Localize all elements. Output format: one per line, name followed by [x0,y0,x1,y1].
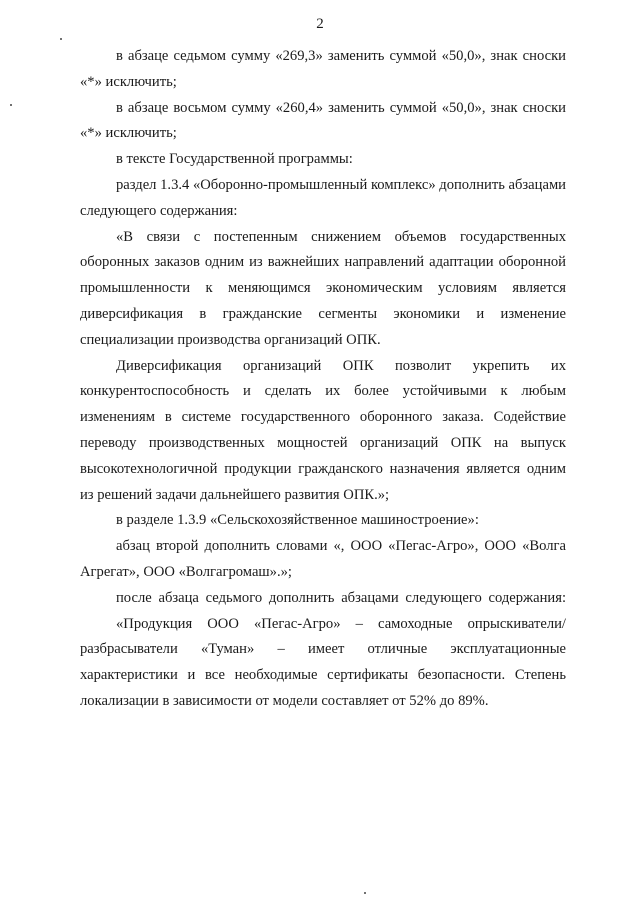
paragraph-program-text: в тексте Государственной программы: [116,151,353,168]
paragraph-footnote-7: в абзаце седьмом сумму «269,3» заменить суммой «50,0», знак сноски «*» исключить; [80,48,566,90]
document-body [80,44,566,715]
scan-speck [10,104,12,106]
page-number: 2 [316,16,324,32]
paragraph-footnote-8: в абзаце восьмом сумму «260,4» заменить суммой «50,0», знак сноски «*» исключить; [80,99,566,142]
scan-speck [364,892,366,894]
scan-speck [60,38,62,40]
paragraph-section-134: раздел 1.3.4 «Оборонно-промышленный комплекс» дополнить абзацами следующего содержания: [80,176,566,219]
paragraph-after-seventh: после абзаца седьмого дополнить абзацами следующего содержания: [116,589,566,606]
paragraph-quote-opk: «В связи с постепенным снижением объемов государственных оборонных заказов одним из важнейших направлений адаптации оборонной промышленности к меняющимся экономическим условиям является диверсификация в гражданские сегменты экономики и изменение специализации производства организаций ОПК. [80,228,566,348]
paragraph-pegas-agro: «Продукция ООО «Пегас-Агро» – самоходные опрыскиватели/разбрасыватели «Туман» – имеет отличные эксплуатационные характеристики и все необходимые сертификаты безопасности. Степень локализации в зависимости от модели составляет от 52% до 89%. [80,615,566,709]
paragraph-add-companies: абзац второй дополнить словами «, ООО «Пегас-Агро», ООО «Волга Агрегат», ООО «Волгагромаш».»; [80,538,566,580]
paragraph-section-139: в разделе 1.3.9 «Сельскохозяйственное машиностроение»: [116,512,479,529]
paragraph-diversification: Диверсификация организаций ОПК позволит укрепить их конкурентоспособность и сделать их более устойчивыми к любым изменениям в системе государственного оборонного заказа. Содействие переводу производственных мощностей организаций ОПК на выпуск высокотехнологичной продукции гражданского назначения является одним из решений задачи дальнейшего развития ОПК.»; [80,357,566,503]
